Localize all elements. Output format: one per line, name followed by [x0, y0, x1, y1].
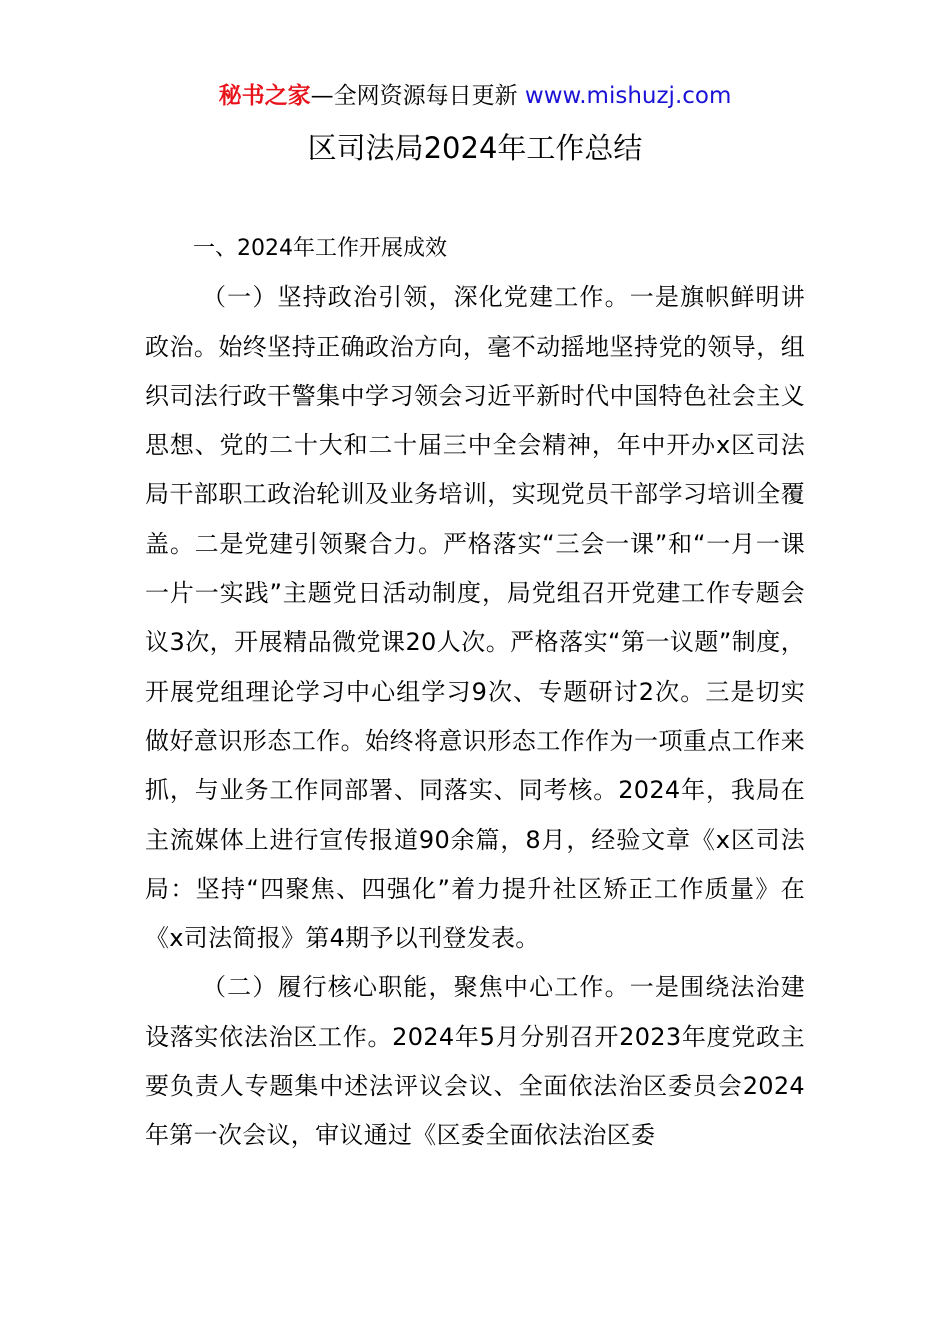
site-url-link[interactable]: www.mishuzj.com	[524, 83, 732, 109]
paragraph-core-functions: （二）履行核心职能，聚焦中心工作。一是围绕法治建设落实依法治区工作。2024年5月分别召开2023年度党政主要负责人专题集中述法评议会议、全面依法治区委员会2024年第一次会议，审议通过《区委全面依法治区委	[145, 973, 805, 1150]
paragraph-party-building: （一）坚持政治引领，深化党建工作。一是旗帜鲜明讲政治。始终坚持正确政治方向，毫不动摇地坚持党的领导，组织司法行政干警集中学习领会习近平新时代中国特色社会主义思想、党的二十大和二十届三中全会精神，年中开办x区司法局干部职工政治轮训及业务培训，实现党员干部学习培训全覆盖。二是党建引领聚合力。严格落实“三会一课”和“一月一课一片一实践”主题党日活动制度，局党组召开党建工作专题会议3次，开展精品微党课20人次。严格落实“第一议题”制度，开展党组理论学习中心组学习9次、专题研讨2次。三是切实做好意识形态工作。始终将意识形态工作作为一项重点工作来抓，与业务工作同部署、同落实、同考核。2024年，我局在主流媒体上进行宣传报道90余篇，8月，经验文章《x区司法局：坚持“四聚焦、四强化”着力提升社区矫正工作质量》在《x司法简报》第4期予以刊登发表。	[145, 283, 805, 953]
site-banner	[0, 80, 950, 112]
document-body	[145, 224, 805, 1161]
site-brand: 秘书之家	[218, 83, 311, 109]
site-tagline: —全网资源每日更新	[310, 83, 518, 109]
section-heading: 一、2024年工作开展成效	[193, 236, 447, 261]
document-title: 区司法局2024年工作总结	[307, 131, 643, 165]
